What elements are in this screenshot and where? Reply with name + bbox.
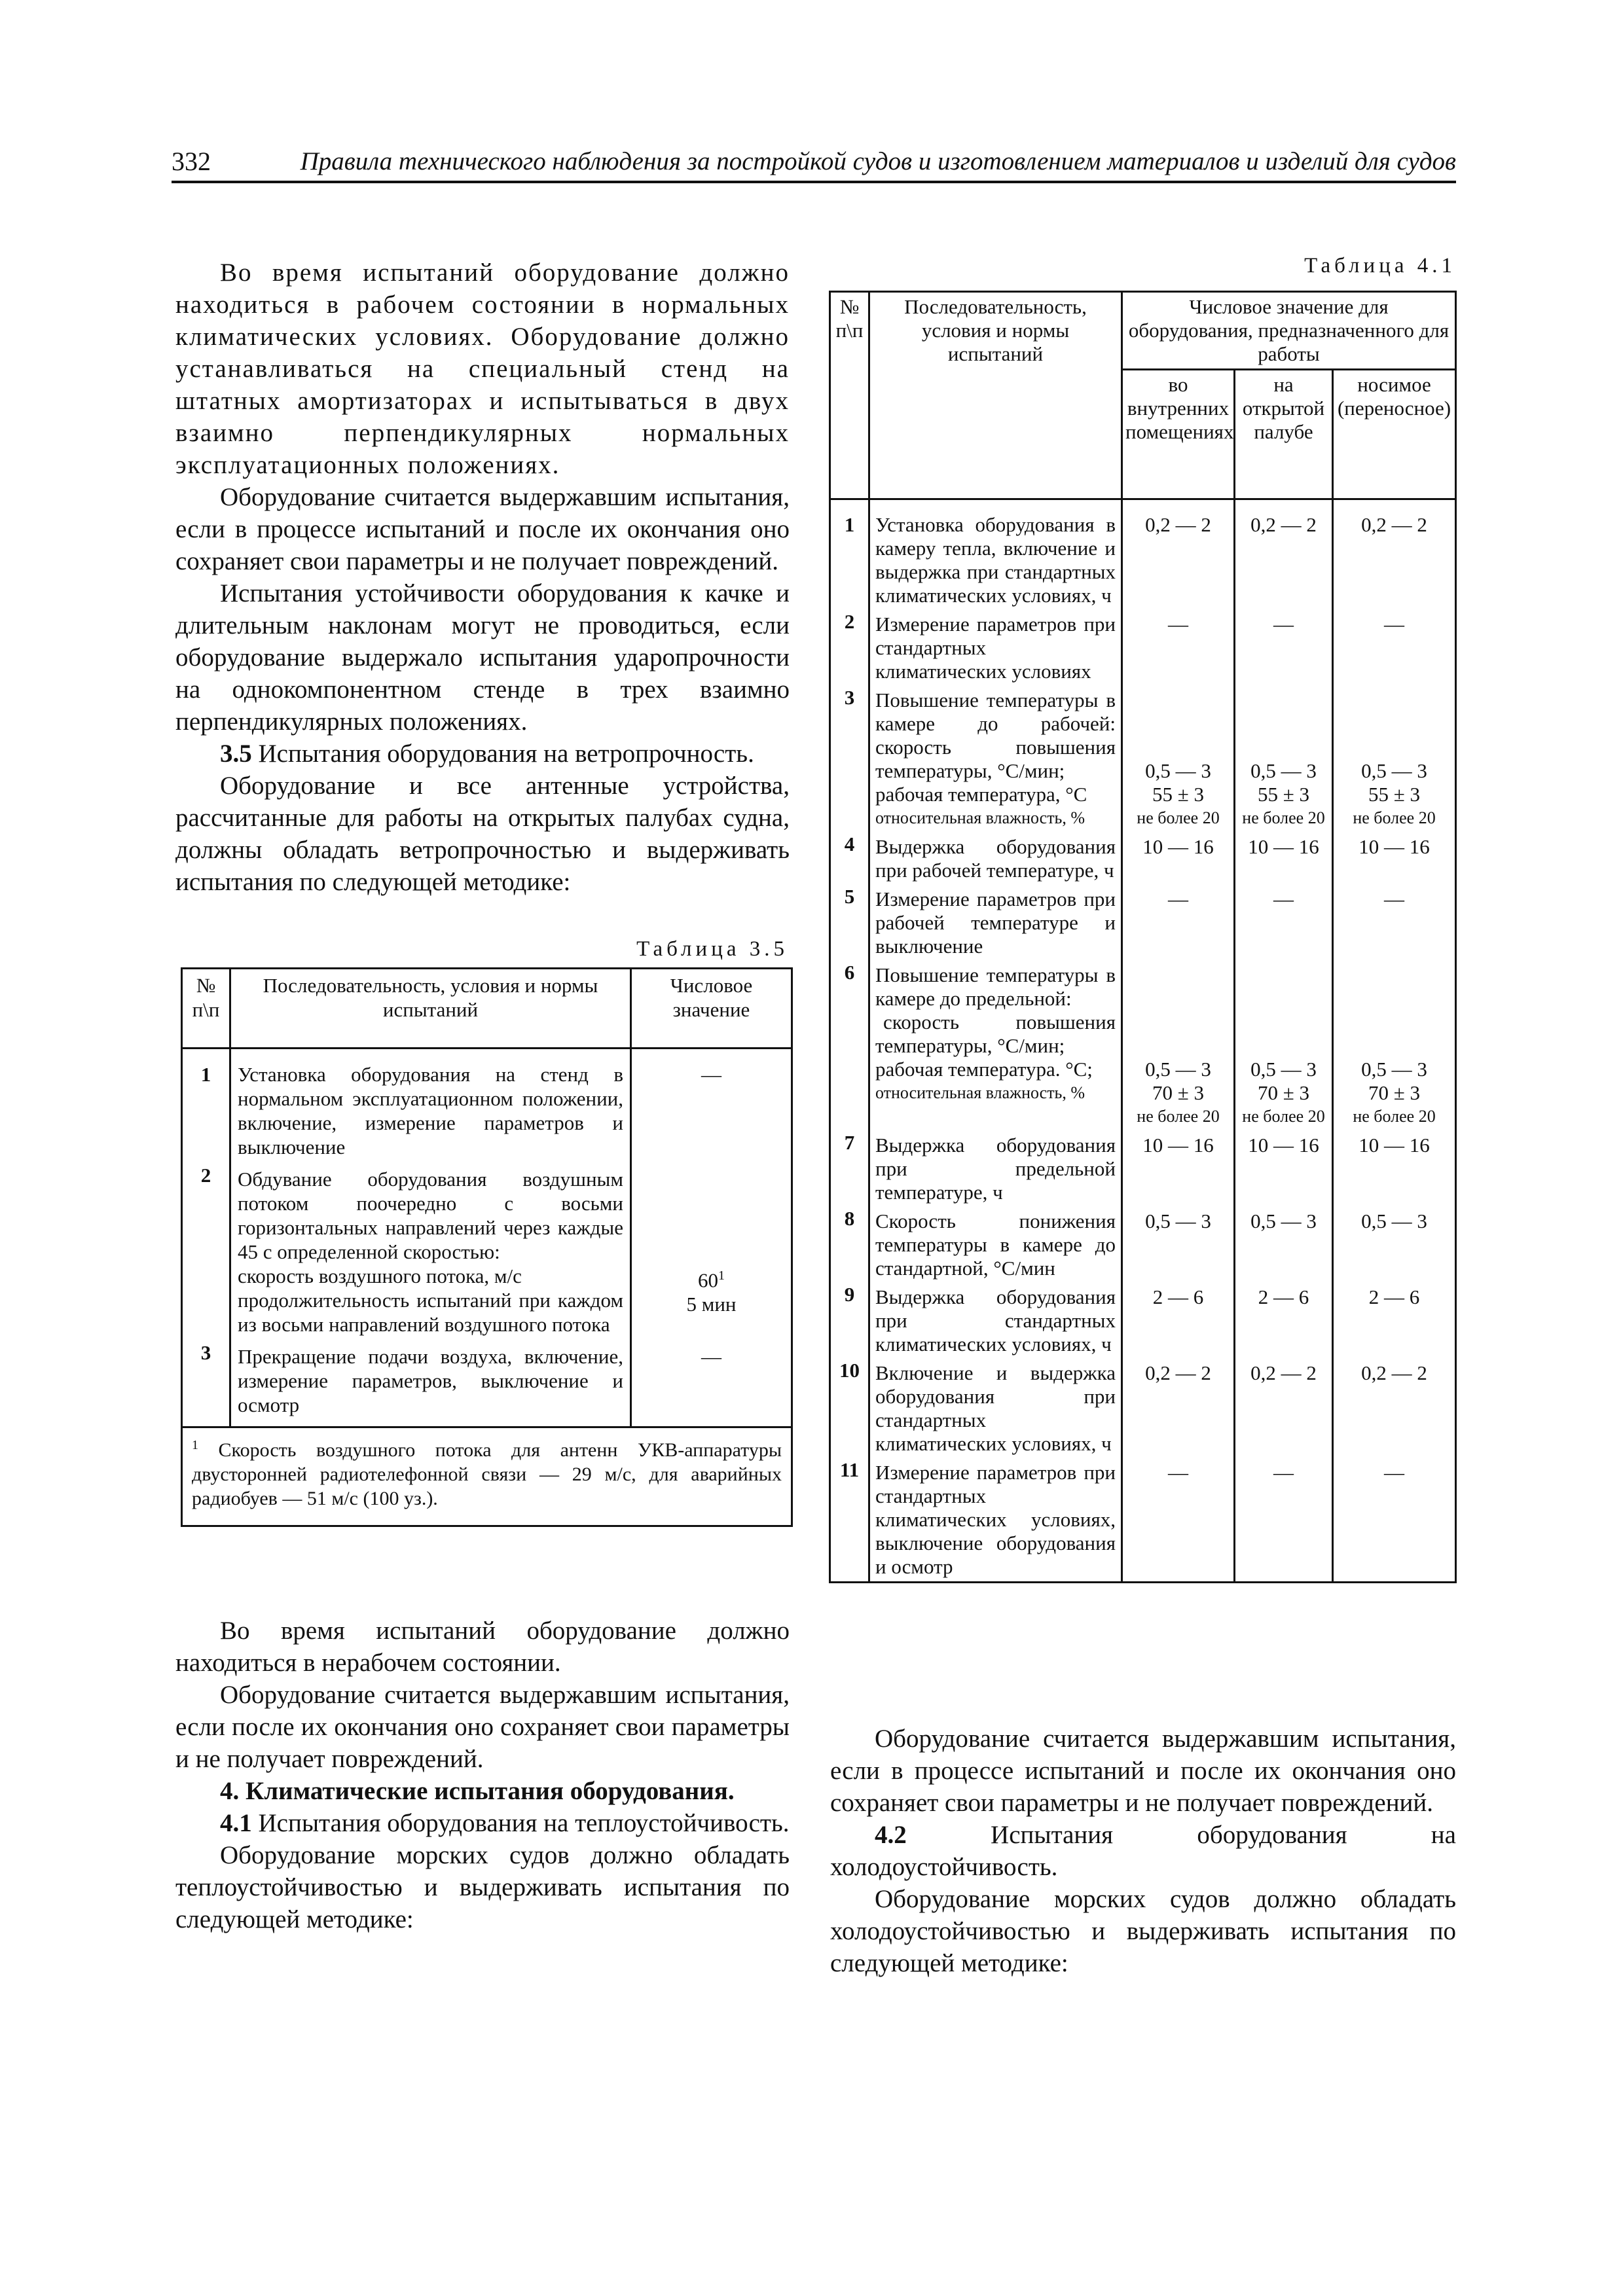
value-portable [1333,686,1456,833]
table-caption: Таблица 4.1 [1304,254,1456,278]
header-value: Числовое значение [631,969,792,1049]
section-number: 3.5 [220,740,252,768]
header-desc: Последовательность, условия и нормы испытаний [230,969,631,1049]
row-desc-part: рабочая температура. °С; [875,1058,1093,1081]
row-desc: Установка оборудования на стенд в нормальном эксплуатационном положении, включение, измерение параметров и выключение [230,1049,631,1164]
row-desc [230,1163,631,1340]
row-desc: Выдержка оборудования при стандартных климатических условиях, ч [869,1283,1122,1359]
section-number: 4.1 [220,1809,252,1837]
section-title: Испытания оборудования на холодоустойчивость. [830,1821,1456,1881]
value-temp: 55 ± 3 [1368,783,1421,806]
row-desc: Измерение параметров при рабочей температуре и выключение [869,885,1122,961]
header-num: № п\п [182,969,230,1049]
section-heading-4-2 [830,1819,1456,1883]
value-open-deck: 0,5 — 3 [1235,1207,1333,1283]
value-open-deck: — [1235,610,1333,686]
row-number: 8 [830,1207,869,1283]
value-temp: 70 ± 3 [1368,1081,1421,1104]
row-number: 11 [830,1458,869,1583]
row-desc [869,961,1122,1131]
paragraph: Оборудование морских судов должно обладать холодоустойчивостью и выдерживать испытания по следующей методике: [830,1885,1456,1977]
table-row [182,1049,792,1164]
value-humidity: не более 20 [1353,808,1436,827]
row-value [631,1163,792,1340]
header-open-deck: на открытой палубе [1235,370,1333,499]
value-indoor: 0,2 — 2 [1122,499,1235,611]
row-desc-part: скорость повышения температуры, °С/мин; [875,1011,1116,1057]
section-heading-4-1 [175,1807,790,1839]
value-temp: 55 ± 3 [1257,783,1309,806]
row-desc: Измерение параметров при стандартных климатических условиях [869,610,1122,686]
right-column-bottom [830,1723,1456,1979]
table-footnote [182,1427,792,1526]
value-open-deck: 10 — 16 [1235,1131,1333,1207]
left-column-bottom [175,1615,790,1935]
value-open-deck: — [1235,885,1333,961]
table-row [830,961,1456,1131]
row-desc: Включение и выдержка оборудования при стандартных климатических условиях, ч [869,1359,1122,1458]
value-temp: 55 ± 3 [1152,783,1204,806]
table-row [830,1131,1456,1207]
row-desc [869,686,1122,833]
row-desc: Выдержка оборудования при рабочей температуре, ч [869,833,1122,885]
row-desc: Прекращение подачи воздуха, включение, измерение параметров, выключение и осмотр [230,1340,631,1427]
table-row [830,833,1456,885]
value-rate: 0,5 — 3 [1250,1058,1317,1081]
left-column-top [175,257,790,898]
value-indoor: 10 — 16 [1122,833,1235,885]
row-desc: Выдержка оборудования при предельной температуре, ч [869,1131,1122,1207]
value-open-deck: 2 — 6 [1235,1283,1333,1359]
value-indoor [1122,961,1235,1131]
table-4-1-caption [829,253,1456,279]
value-indoor [1122,686,1235,833]
row-desc-part: относительная влажность, % [875,808,1085,827]
value-indoor: — [1122,1458,1235,1583]
paragraph: Оборудование считается выдержавшим испытания, если после их окончания оно сохраняет свои параметры и не получает повреждений. [175,1681,790,1773]
row-desc-part: Повышение температуры в камере до рабочей: скорость повышения температуры, °С/мин; [875,689,1116,782]
row-value: — [631,1340,792,1427]
value-portable: — [1333,1458,1456,1583]
value-rate: 0,5 — 3 [1145,1058,1211,1081]
value-humidity: не более 20 [1242,1107,1325,1126]
value-temp: 70 ± 3 [1257,1081,1309,1104]
table-4-1 [829,291,1457,1583]
row-desc: Установка оборудования в камеру тепла, включение и выдержка при стандартных климатических условиях, ч [869,499,1122,611]
header-portable: носимое (переносное) [1333,370,1456,499]
row-number: 2 [182,1163,230,1340]
row-value: — [631,1049,792,1164]
value-indoor: — [1122,885,1235,961]
paragraph: Оборудование считается выдержавшим испытания, если в процессе испытаний и после их окончания оно сохраняет свои параметры и не получает повреждений. [830,1725,1456,1817]
section-number: 4.2 [875,1821,907,1849]
row-desc-part: Обдувание оборудования воздушным потоком поочередно с восьми горизонтальных направлений через каждые 45 с определенной скоростью: [238,1168,623,1263]
header-group: Числовое значение для оборудования, предназначенного для работы [1122,292,1456,370]
row-desc-part: Повышение температуры в камере до предельной: [875,963,1116,1010]
paragraph: Оборудование считается выдержавшим испытания, если в процессе испытаний и после их окончания оно сохраняет свои параметры и не получает повреждений. [175,483,790,575]
row-number: 9 [830,1283,869,1359]
table-row [830,1207,1456,1283]
row-number: 4 [830,833,869,885]
paragraph: Оборудование морских судов должно обладать теплоустойчивостью и выдерживать испытания по следующей методике: [175,1841,790,1933]
row-number: 3 [182,1340,230,1427]
footnote-text: Скорость воздушного потока для антенн УКВ-аппаратуры двусторонней радиотелефонной связи — 29 м/с, для аварийных радиобуев — 51 м/с (100 уз.). [192,1439,782,1509]
row-number: 7 [830,1131,869,1207]
section-title: Испытания оборудования на теплоустойчивость. [251,1809,790,1837]
value-open-deck [1235,961,1333,1131]
table-row [830,686,1456,833]
value-indoor: — [1122,610,1235,686]
table-caption: Таблица 3.5 [636,937,788,961]
row-desc-part: скорость воздушного потока, м/с [238,1265,522,1287]
value-duration: 5 мин [686,1293,737,1316]
section-heading-3-5 [175,738,790,770]
value-rate: 0,5 — 3 [1250,759,1317,782]
header-desc: Последовательность, условия и нормы испытаний [869,292,1122,499]
value-portable: — [1333,610,1456,686]
row-number: 6 [830,961,869,1131]
value-portable: 0,5 — 3 [1333,1207,1456,1283]
running-title: Правила технического наблюдения за постройкой судов и изготовлением материалов и изделий для судов [300,147,1456,175]
row-number: 1 [182,1049,230,1164]
paragraph: Испытания устойчивости оборудования к качке и длительным наклонам могут не проводиться, если оборудование выдержало испытания ударопрочности на однокомпонентном стенде в трех взаимно перпендикулярных положениях. [175,579,790,736]
row-desc: Измерение параметров при стандартных климатических условиях, выключение оборудования и осмотр [869,1458,1122,1583]
table-row [830,1458,1456,1583]
row-number: 10 [830,1359,869,1458]
table-row [830,499,1456,611]
value-open-deck [1235,686,1333,833]
value-indoor: 0,2 — 2 [1122,1359,1235,1458]
value-humidity: не более 20 [1353,1107,1436,1126]
footnote-ref: 1 [718,1268,725,1283]
row-desc: Скорость понижения температуры в камере до стандартной, °С/мин [869,1207,1122,1283]
value-open-deck: 0,2 — 2 [1235,499,1333,611]
value-portable: 2 — 6 [1333,1283,1456,1359]
table-row [830,610,1456,686]
value-temp: 70 ± 3 [1152,1081,1204,1104]
value-open-deck: — [1235,1458,1333,1583]
value-portable: 0,2 — 2 [1333,499,1456,611]
value-portable: — [1333,885,1456,961]
value-open-deck: 0,2 — 2 [1235,1359,1333,1458]
row-desc-part: рабочая температура, °С [875,783,1087,806]
section-heading-4: 4. Климатические испытания оборудования. [220,1777,735,1805]
row-desc-part: относительная влажность, % [875,1083,1085,1102]
row-desc-part: продолжительность испытаний при каждом из восьми направлений воздушного потока [238,1289,623,1336]
paragraph: Во время испытаний оборудование должно находиться в нерабочем состоянии. [175,1617,790,1677]
value-humidity: не более 20 [1137,1107,1220,1126]
row-number: 2 [830,610,869,686]
value-indoor: 10 — 16 [1122,1131,1235,1207]
value-portable: 0,2 — 2 [1333,1359,1456,1458]
header-indoor: во внутренних помещениях [1122,370,1235,499]
value-rate: 0,5 — 3 [1361,759,1427,782]
row-number: 1 [830,499,869,611]
table-row [182,1163,792,1340]
page-number: 332 [172,147,211,176]
value-portable [1333,961,1456,1131]
value-portable: 10 — 16 [1333,833,1456,885]
value-rate: 0,5 — 3 [1145,759,1211,782]
section-title: Испытания оборудования на ветропрочность. [251,740,754,768]
table-row [830,1359,1456,1458]
row-number: 3 [830,686,869,833]
value-open-deck: 10 — 16 [1235,833,1333,885]
value-humidity: не более 20 [1137,808,1220,827]
value-humidity: не более 20 [1242,808,1325,827]
header-num: № п\п [830,292,869,499]
value-indoor: 2 — 6 [1122,1283,1235,1359]
table-3-5-caption [179,936,788,962]
table-footnote-row [182,1427,792,1526]
value-portable: 10 — 16 [1333,1131,1456,1207]
table-row [830,1283,1456,1359]
table-row [182,1340,792,1427]
footnote-mark: 1 [192,1438,198,1452]
page-header [172,145,1456,183]
paragraph: Во время испытаний оборудование должно находиться в рабочем состоянии в нормальных климатических условиях. Оборудование должно устанавливаться на специальный стенд на штатных амортизаторах и испытываться в двух взаимно перпендикулярных нормальных эксплуатационных положениях. [175,259,790,479]
paragraph: Оборудование и все антенные устройства, рассчитанные для работы на открытых палубах судна, должны обладать ветропрочностью и выдерживать испытания по следующей методике: [175,772,790,896]
value-speed: 60 [698,1268,718,1292]
table-row [830,885,1456,961]
row-number: 5 [830,885,869,961]
table-3-5 [181,967,793,1527]
value-rate: 0,5 — 3 [1361,1058,1427,1081]
value-indoor: 0,5 — 3 [1122,1207,1235,1283]
